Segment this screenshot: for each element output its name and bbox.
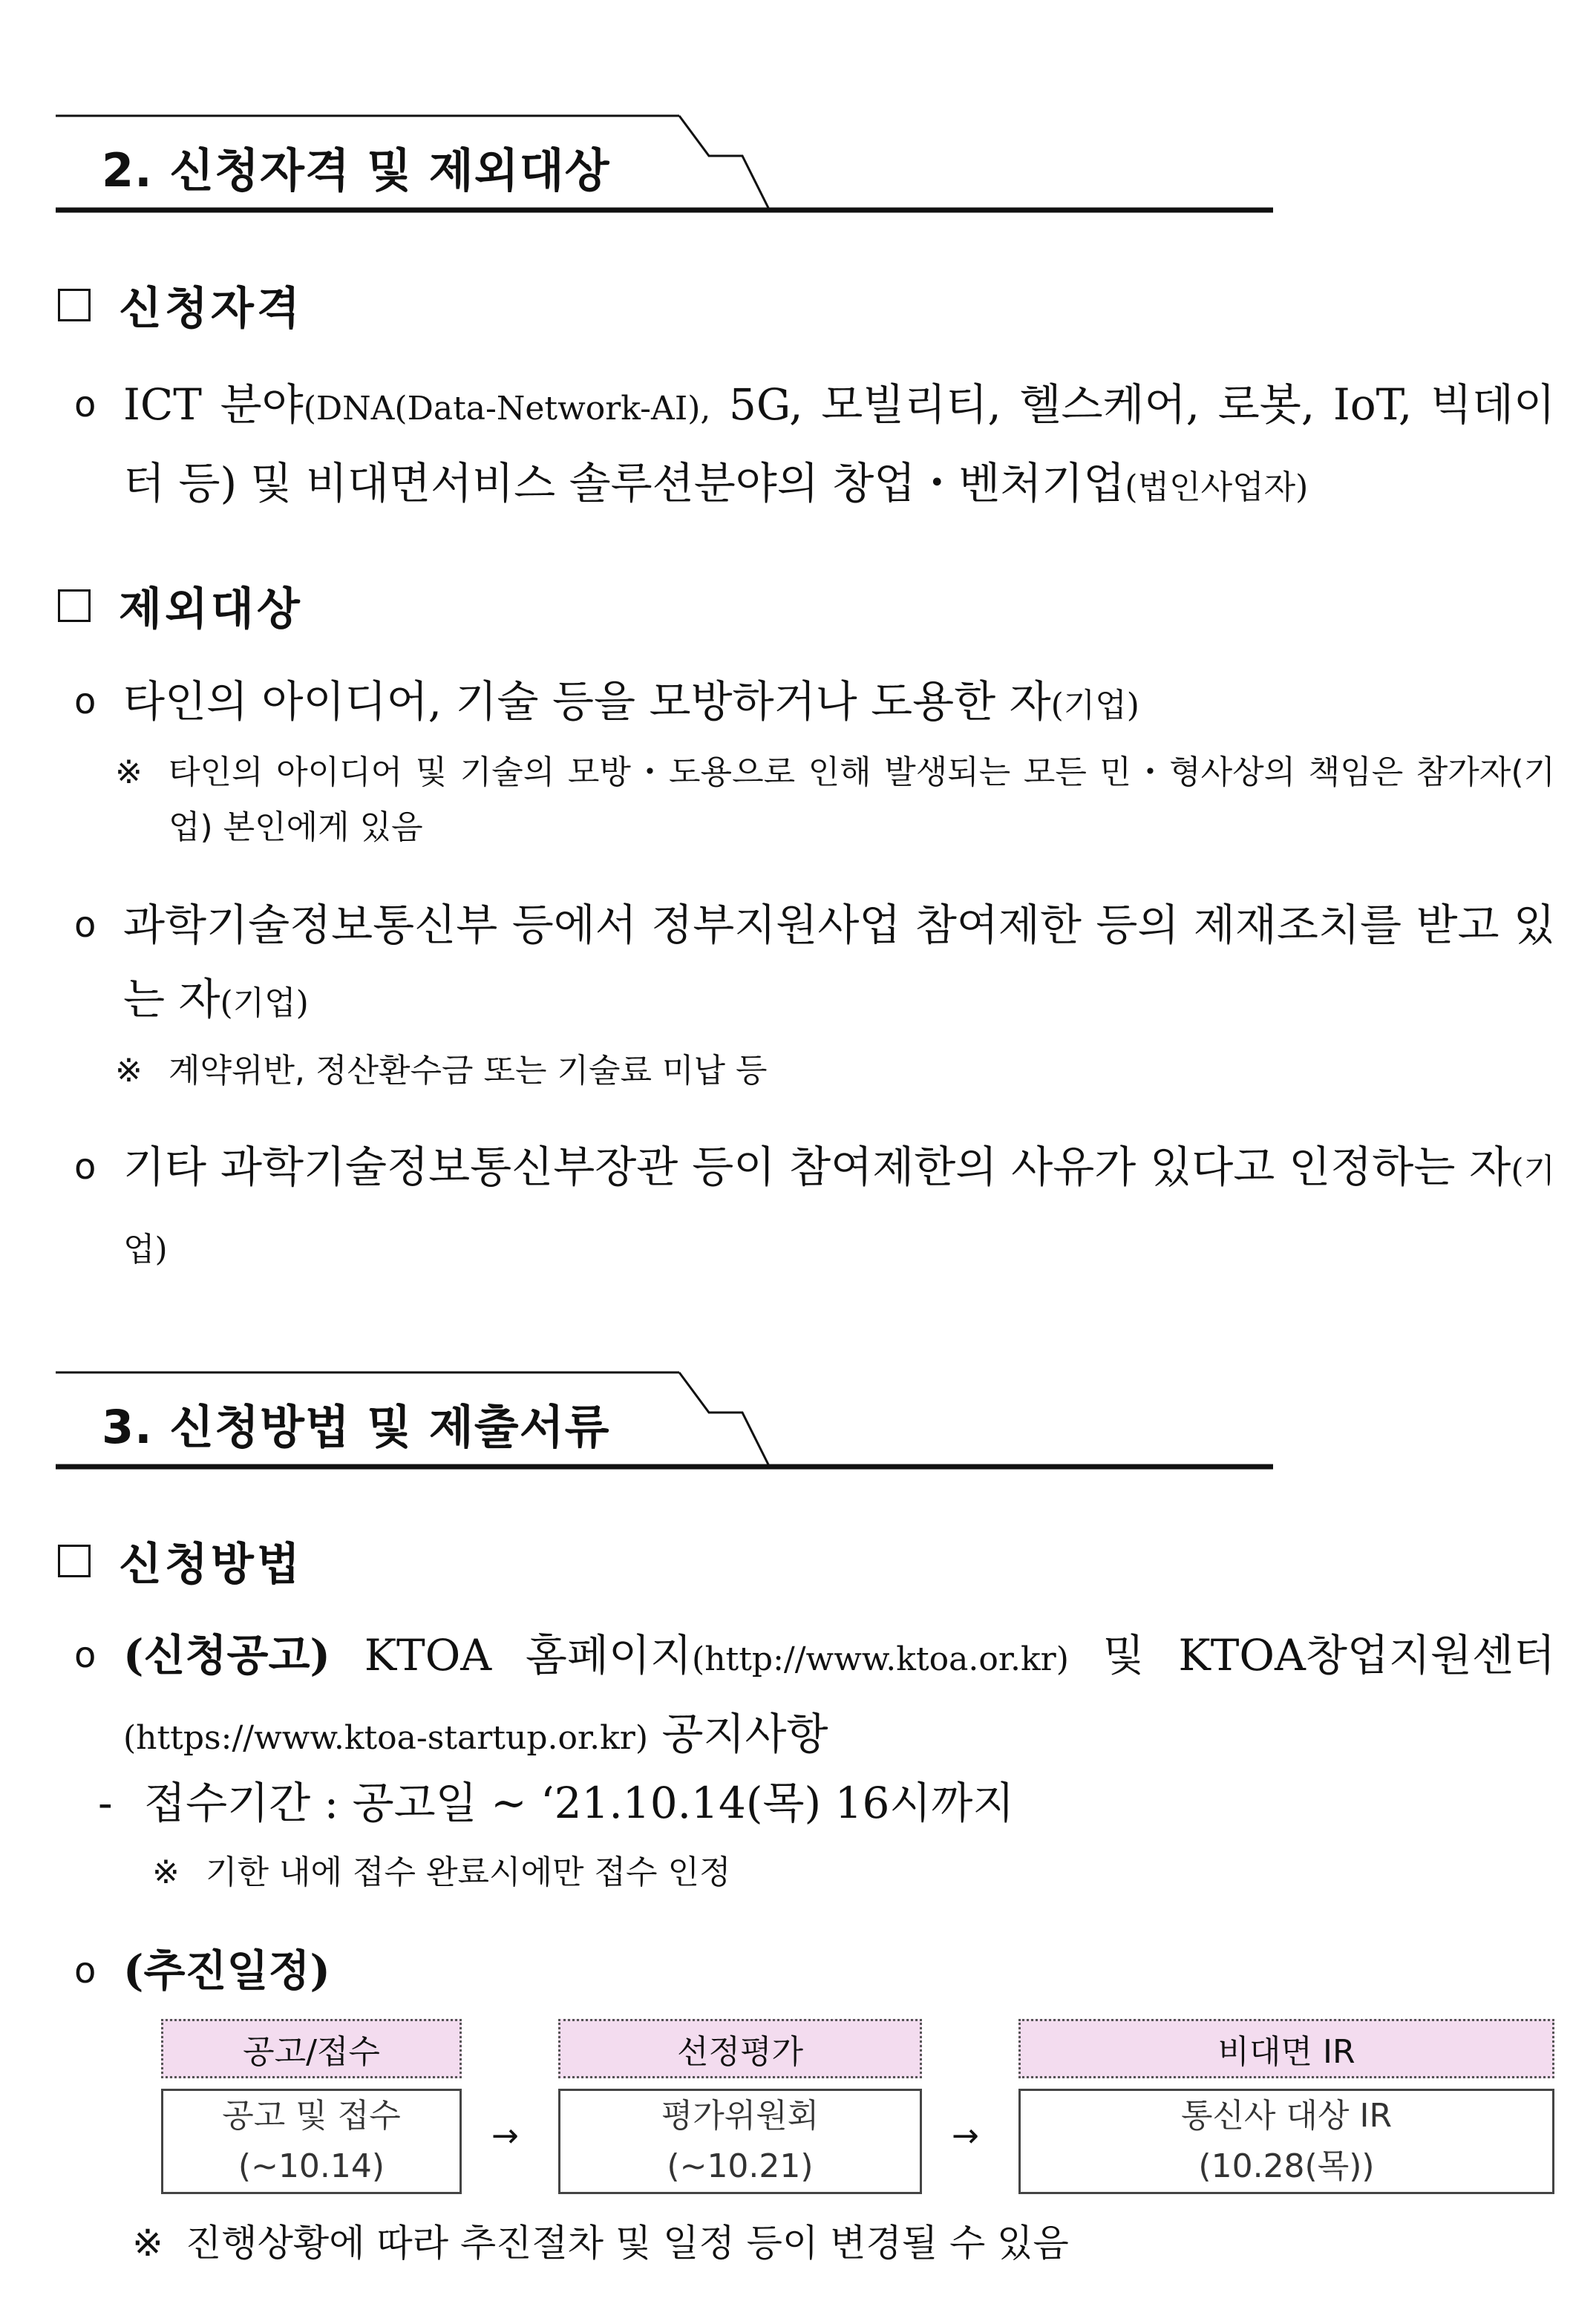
eligibility-heading: 신청자격 — [58, 273, 303, 337]
checkbox-square-icon — [58, 1545, 91, 1577]
bullet-marker: o — [74, 681, 97, 722]
section-3-header — [56, 1368, 1273, 1472]
section-3-title: 3. 신청방법 및 제출서류 — [102, 1400, 610, 1454]
note-marker: ※ — [115, 753, 143, 791]
bullet-marker: o — [74, 384, 97, 425]
bullet-marker: o — [74, 1146, 97, 1188]
method-heading: 신청방법 — [58, 1529, 303, 1593]
checkbox-square-icon — [58, 589, 91, 622]
notice-item: o (신청공고) KTOA 홈페이지(http://www.ktoa.or.kr) 및 KTOA창업지원센터 (https://www.ktoa-startup.or.kr) 공지사항 — [74, 1618, 1555, 1775]
schedule-step-1-box: 공고 및 접수 (~10.14) — [161, 2089, 462, 2194]
exclusion-note-2: ※ 계약위반, 정산환수금 또는 기술료 미납 등 — [115, 1044, 1555, 1099]
exclusion-item-2: o 과학기술정보통신부 등에서 정부지원사업 참여제한 등의 제재조치를 받고 있는 자(기업) — [74, 888, 1555, 1041]
note-marker: ※ — [115, 1052, 143, 1090]
period-note: ※ 기한 내에 접수 완료시에만 접수 인정 — [152, 1845, 1043, 1900]
note-marker: ※ — [132, 2222, 163, 2265]
exclusion-item-1: o 타인의 아이디어, 기술 등을 모방하거나 도용한 자(기업) — [74, 664, 1555, 743]
arrow-right-icon: → — [491, 2117, 519, 2155]
section-2-header — [56, 111, 1273, 215]
schedule-step-1-head: 공고/접수 — [161, 2019, 462, 2078]
ktoa-startup-link[interactable]: (https://www.ktoa-startup.or.kr) — [123, 1719, 649, 1757]
arrow-right-icon: → — [952, 2117, 979, 2155]
schedule-change-note: ※ 진행상황에 따라 추진절차 및 일정 등이 변경될 수 있음 — [132, 2216, 1468, 2271]
bullet-marker: o — [74, 1950, 97, 1991]
ktoa-homepage-link[interactable]: (http://www.ktoa.or.kr) — [692, 1640, 1069, 1678]
exclusion-heading: 제외대상 — [58, 574, 303, 638]
schedule-step-2-box: 평가위원회 (~10.21) — [558, 2089, 922, 2194]
schedule-step-3-box: 통신사 대상 IR (10.28(목)) — [1018, 2089, 1554, 2194]
checkbox-square-icon — [58, 289, 91, 321]
note-marker: ※ — [152, 1853, 180, 1891]
eligibility-item: o ICT 분야(DNA(Data-Network-AI), 5G, 모빌리티, 헬스케어, 로봇, IoT, 빅데이터 등) 및 비대면서비스 솔루션분야의 창업・벤처기업(법인사업자) — [74, 367, 1555, 525]
schedule-item: o (추진일정) — [74, 1934, 1555, 2008]
section-2-title: 2. 신청자격 및 제외대상 — [102, 143, 610, 197]
schedule-step-3-head: 비대면 IR — [1018, 2019, 1554, 2078]
schedule-step-2-head: 선정평가 — [558, 2019, 922, 2078]
bullet-marker: o — [74, 904, 97, 946]
application-period: - 접수기간 : 공고일 ~ ‘21.10.14(목) 16시까지 — [98, 1778, 1015, 1828]
exclusion-note-1: ※ 타인의 아이디어 및 기술의 모방・도용으로 인해 발생되는 모든 민・형사상의 책임은 참가자(기업) 본인에게 있음 — [115, 745, 1555, 855]
exclusion-item-3: o 기타 과학기술정보통신부장관 등이 참여제한의 사유가 있다고 인정하는 자(기업) — [74, 1130, 1555, 1287]
bullet-marker: o — [74, 1634, 97, 1676]
